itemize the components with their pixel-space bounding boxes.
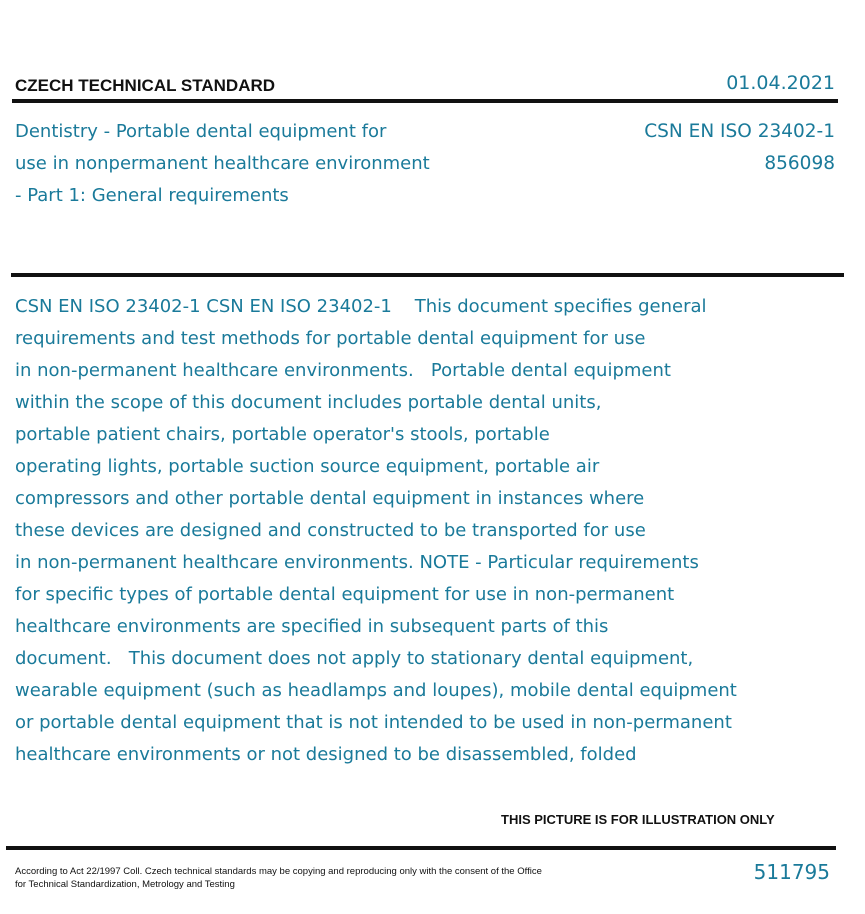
body-line: these devices are designed and constructed to be transported for use	[15, 520, 646, 541]
title-line: - Part 1: General requirements	[15, 185, 289, 206]
body-line: CSN EN ISO 23402-1 CSN EN ISO 23402-1 This document specifies general	[15, 296, 707, 317]
abstract-text	[15, 291, 805, 771]
body-line: wearable equipment (such as headlamps and loupes), mobile dental equipment	[15, 680, 737, 701]
divider	[11, 273, 844, 277]
document-number: 511795	[753, 860, 830, 884]
legal-line: for Technical Standardization, Metrology and Testing	[15, 879, 235, 890]
title-line: use in nonpermanent healthcare environment	[15, 153, 430, 174]
class-code: 856098	[764, 153, 835, 174]
body-line: document. This document does not apply to stationary dental equipment,	[15, 648, 694, 669]
illustration-note: THIS PICTURE IS FOR ILLUSTRATION ONLY	[501, 812, 775, 827]
title-line: Dentistry - Portable dental equipment for	[15, 121, 387, 142]
body-line: healthcare environments or not designed to be disassembled, folded	[15, 744, 637, 765]
legal-notice	[15, 865, 595, 891]
standard-code: CSN EN ISO 23402-1	[644, 121, 835, 142]
body-line: in non-permanent healthcare environments. NOTE - Particular requirements	[15, 552, 699, 573]
legal-line: According to Act 22/1997 Coll. Czech technical standards may be copying and reproducing only with the consent of the Office	[15, 866, 542, 877]
header-label: CZECH TECHNICAL STANDARD	[15, 76, 276, 95]
header-date: 01.04.2021	[726, 72, 835, 94]
body-line: requirements and test methods for portable dental equipment for use	[15, 328, 646, 349]
body-line: portable patient chairs, portable operator's stools, portable	[15, 424, 550, 445]
body-line: or portable dental equipment that is not intended to be used in non-permanent	[15, 712, 732, 733]
body-line: compressors and other portable dental equipment in instances where	[15, 488, 645, 509]
standard-codes	[644, 116, 835, 180]
body-line: healthcare environments are specified in subsequent parts of this	[15, 616, 609, 637]
body-line: operating lights, portable suction source equipment, portable air	[15, 456, 600, 477]
body-line: for specific types of portable dental equipment for use in non-permanent	[15, 584, 675, 605]
body-line: within the scope of this document includes portable dental units,	[15, 392, 602, 413]
divider	[6, 846, 836, 850]
divider	[12, 99, 838, 103]
standard-title	[15, 116, 485, 212]
body-line: in non-permanent healthcare environments. Portable dental equipment	[15, 360, 671, 381]
